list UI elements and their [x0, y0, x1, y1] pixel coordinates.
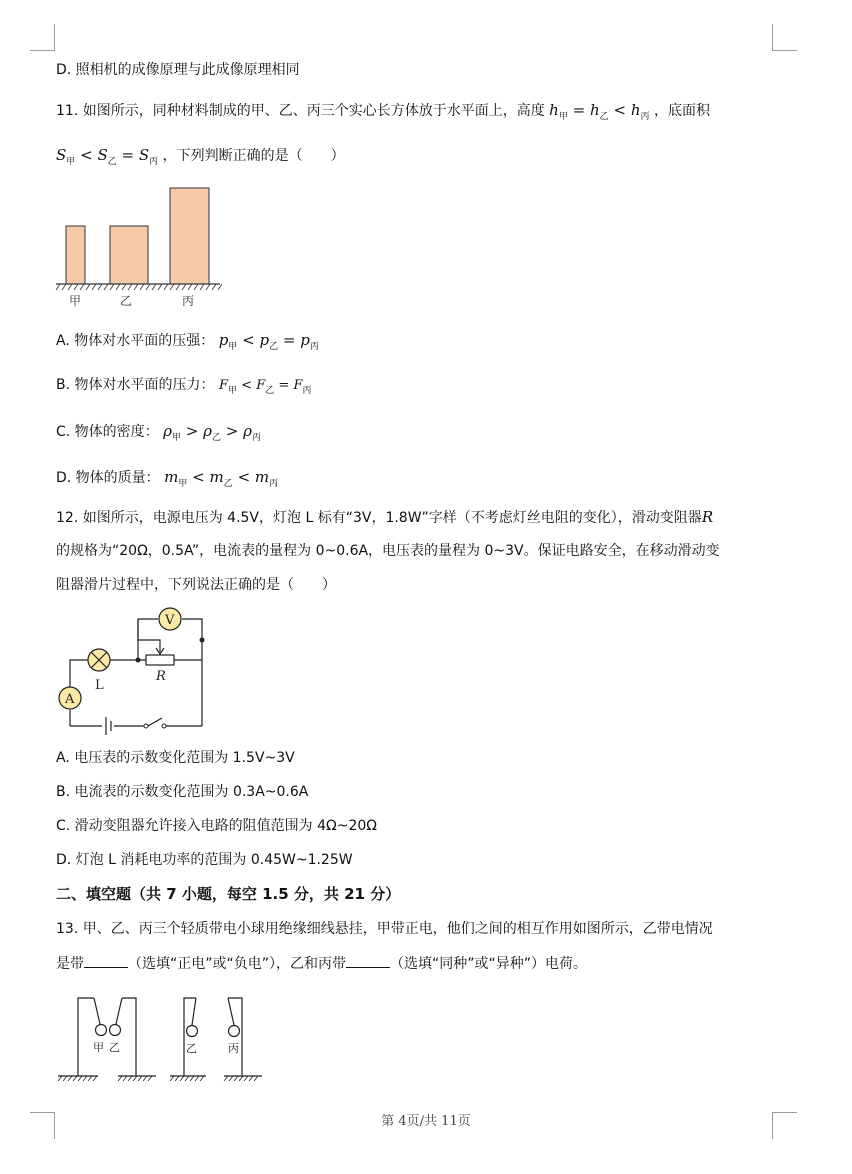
- voltmeter-label: V: [165, 613, 175, 628]
- block-jia: [66, 226, 85, 284]
- block-yi: [110, 226, 148, 284]
- ball-yi-2: [187, 1026, 198, 1037]
- lamp-label: L: [95, 678, 104, 693]
- q13-stem-line2: 是带 （选填“正电”或“负电”），乙和丙带 （选填“同种”或“异种”）电荷。: [56, 953, 587, 974]
- q12-stem-line1: 12. 如图所示，电源电压为 4.5V，灯泡 L 标有“3V，1.8W”字样（不考虑灯丝电阻的变化），滑动变阻器R: [56, 508, 714, 526]
- q11-stem-a: 11. 如图所示，同种材料制成的甲、乙、丙三个实心长方体放于水平面上，高度: [56, 103, 545, 119]
- ball-label-yi-2: 乙: [186, 1042, 197, 1055]
- q12-option-a: A. 电压表的示数变化范围为 1.5V~3V: [56, 750, 295, 766]
- q11-option-a: A. 物体对水平面的压强： $p_甲 < p_乙 = p_丙$: [56, 331, 319, 352]
- ball-label-bing: 丙: [228, 1042, 239, 1055]
- q12-stem-line2: 的规格为“20Ω，0.5A”，电流表的量程为 0~0.6A，电压表的量程为 0~3V。保证电路安全，在移动滑动变: [56, 543, 720, 559]
- q12-stem-line3: 阻器滑片过程中，下列说法正确的是（ ）: [56, 577, 336, 593]
- ball-label-jia: 甲: [93, 1041, 104, 1054]
- q11-option-b: B. 物体对水平面的压力： $F_甲 < F_乙 = F_丙$: [56, 377, 312, 396]
- q11-height-relation: $h_甲 = h_乙 < h_丙$: [549, 101, 650, 122]
- q12-option-c: C. 滑动变阻器允许接入电路的阻值范围为 4Ω~20Ω: [56, 818, 377, 834]
- rheostat-label: R: [156, 669, 166, 684]
- q12-option-d: D. 灯泡 L 消耗电功率的范围为 0.45W~1.25W: [56, 852, 353, 868]
- block-bing: [170, 188, 209, 284]
- crop-mark-top-left: [30, 24, 55, 51]
- q11-blocks-figure: [50, 180, 230, 310]
- q11-area-relation: $S_甲 < S_乙 = S_丙$: [56, 146, 159, 167]
- ball-yi-1: [110, 1025, 121, 1036]
- q11-stem-line1: [56, 100, 710, 127]
- ball-bing: [229, 1026, 240, 1037]
- answer-blank-2[interactable]: [346, 953, 390, 968]
- q11-stem-b: ，底面积: [653, 103, 710, 119]
- q13-hanging-balls-figure: [52, 990, 272, 1085]
- ammeter-label: A: [65, 692, 75, 707]
- label-bing: 丙: [182, 294, 195, 308]
- q13-stem-line1: 13. 甲、乙、丙三个轻质带电小球用绝缘细线悬挂，甲带正电，他们之间的相互作用如图所示，乙带电情况: [56, 921, 713, 937]
- q13-ground-hatch: [58, 1076, 258, 1081]
- ball-jia: [96, 1025, 107, 1036]
- ground-hatch: [56, 284, 222, 290]
- answer-blank-1[interactable]: [84, 953, 128, 968]
- q11-stem-line2: [56, 145, 345, 172]
- ball-label-yi-1: 乙: [109, 1041, 120, 1054]
- label-yi: 乙: [120, 294, 133, 308]
- q11-option-d: D. 物体的质量： $m_甲 < m_乙 < m_丙$: [56, 468, 279, 489]
- crop-mark-top-right: [772, 24, 797, 51]
- q12-circuit-diagram: [50, 600, 220, 735]
- label-jia: 甲: [69, 294, 82, 308]
- q12-option-b: B. 电流表的示数变化范围为 0.3A~0.6A: [56, 784, 309, 800]
- q10-option-d: D. 照相机的成像原理与此成像原理相同: [56, 62, 300, 78]
- q11-stem-c: ，下列判断正确的是（ ）: [162, 148, 345, 164]
- rheostat: [146, 655, 174, 665]
- section-heading: 二、填空题（共 7 小题，每空 1.5 分，共 21 分）: [56, 885, 401, 903]
- q11-option-c: C. 物体的密度： $\rho_甲 > \rho_乙 > \rho_丙$: [56, 422, 261, 443]
- page-footer: 第 4页/共 11页: [381, 1114, 471, 1129]
